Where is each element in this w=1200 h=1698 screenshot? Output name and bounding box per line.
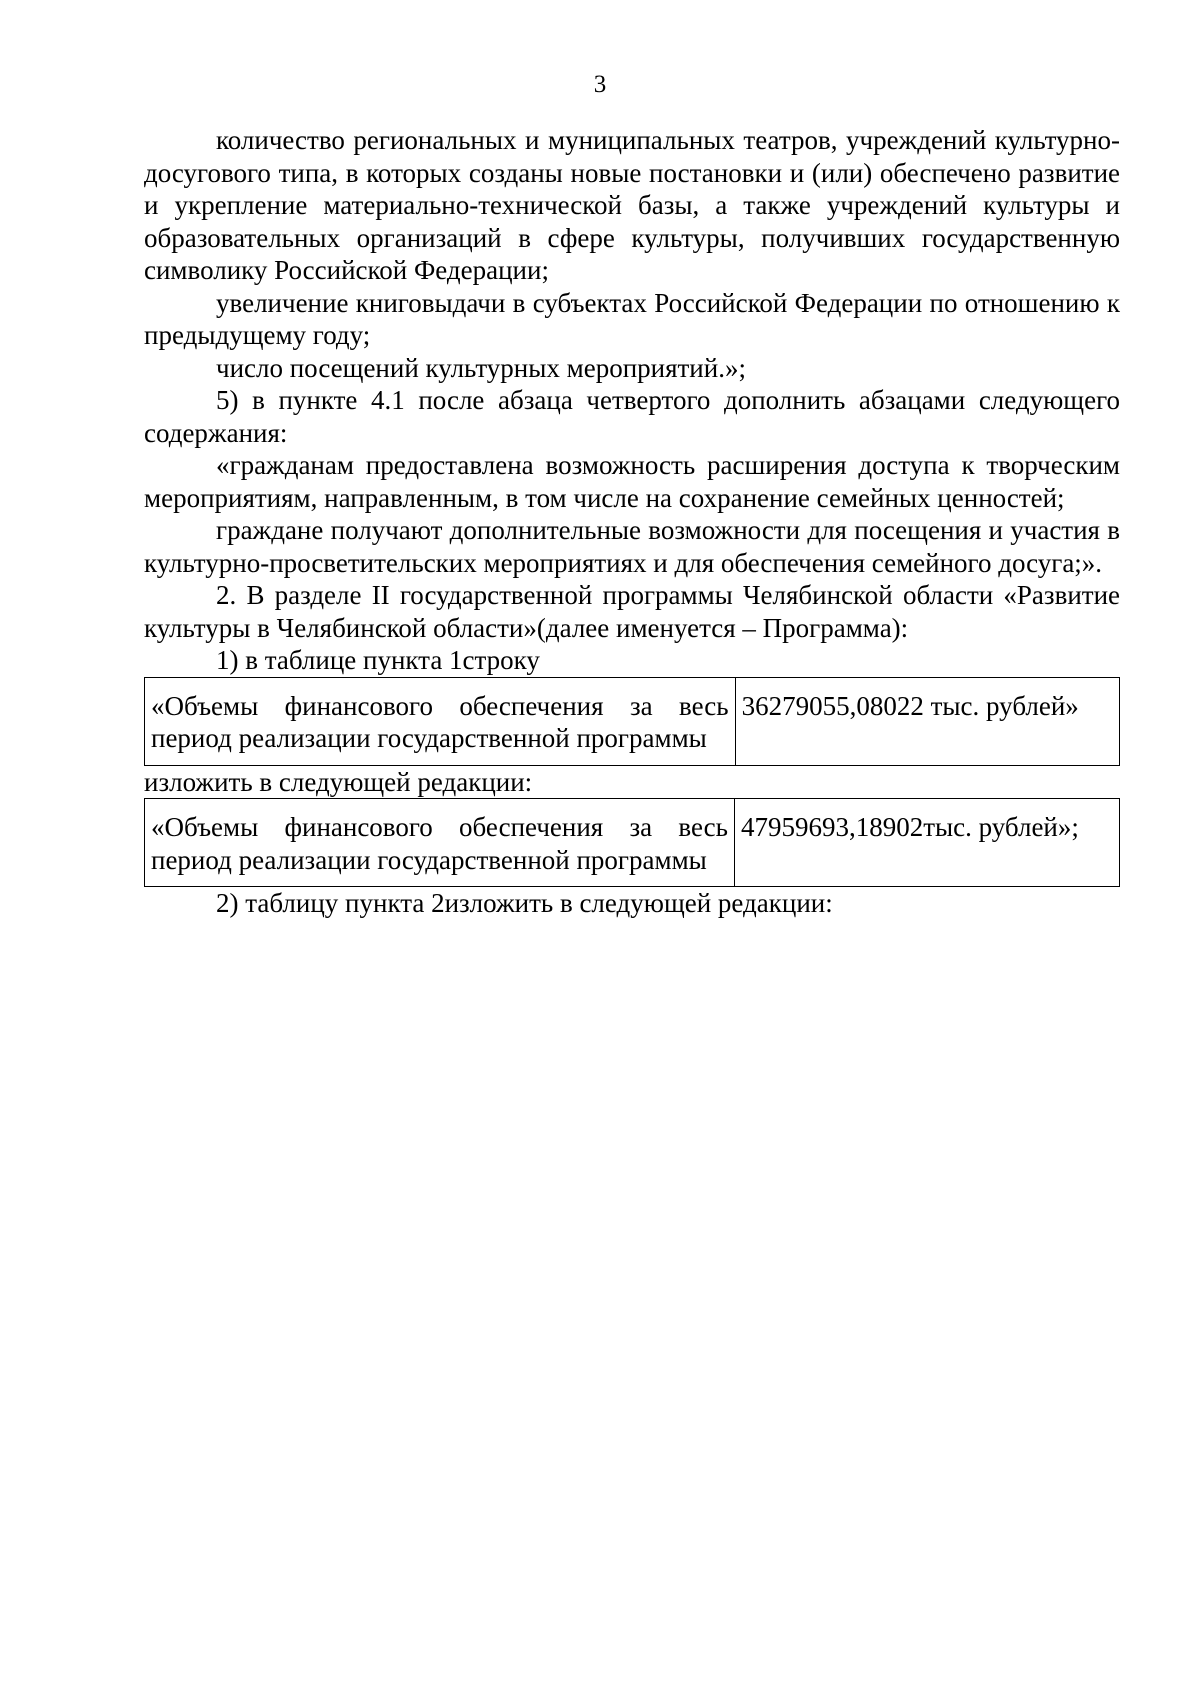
table-cell-label: «Объемы финансового обеспечения за весь период реализации государственной программы [145,799,735,887]
paragraph-citizens-access: «гражданам предоставлена возможность расширения доступа к творческим мероприятиям, направленным, в том числе на сохранение семейных ценностей; [144,450,1120,513]
table-cell-label: «Объемы финансового обеспечения за весь период реализации государственной программы [145,677,736,765]
paragraph-indicators-books: увеличение книговыдачи в субъектах Российской Федерации по отношению к предыдущему году; [144,287,1120,350]
paragraph-section-2: 2. В разделе II государственной программы Челябинской области «Развитие культуры в Челябинской области»(далее именуется – Программа): [144,580,1120,643]
table-cell-value: 47959693,18902тыс. рублей»; [734,799,1119,887]
paragraph-citizens-opportunities: граждане получают дополнительные возможности для посещения и участия в культурно-просветительских мероприятиях и для обеспечения семейного досуга;». [144,515,1120,578]
table-row [145,677,1120,765]
paragraph-item-5: 5) в пункте 4.1 после абзаца четвертого дополнить абзацами следующего содержания: [144,385,1120,448]
paragraph-indicators-theatres: количество региональных и муниципальных театров, учреждений культурно-досугового типа, в которых созданы новые постановки и (или) обеспечено развитие и укрепление материально-технической базы, а также учреждений культуры и образовательных организаций в сфере культуры, получивших государственную символику Российской Федерации; [144,125,1120,285]
table-financing-old [144,677,1120,766]
paragraph-indicators-visits: число посещений культурных мероприятий.»; [216,352,746,383]
table-row [145,799,1120,887]
paragraph-new-edition: изложить в следующей редакции: [144,766,533,797]
document-body [144,124,1120,920]
page-number: 3 [593,71,607,98]
paragraph-table-2-intro: 2) таблицу пункта 2изложить в следующей редакции: [216,888,833,918]
table-financing-new [144,798,1120,887]
paragraph-table-1-intro: 1) в таблице пункта 1строку [216,645,540,675]
table-cell-value: 36279055,08022 тыс. рублей» [735,677,1119,765]
